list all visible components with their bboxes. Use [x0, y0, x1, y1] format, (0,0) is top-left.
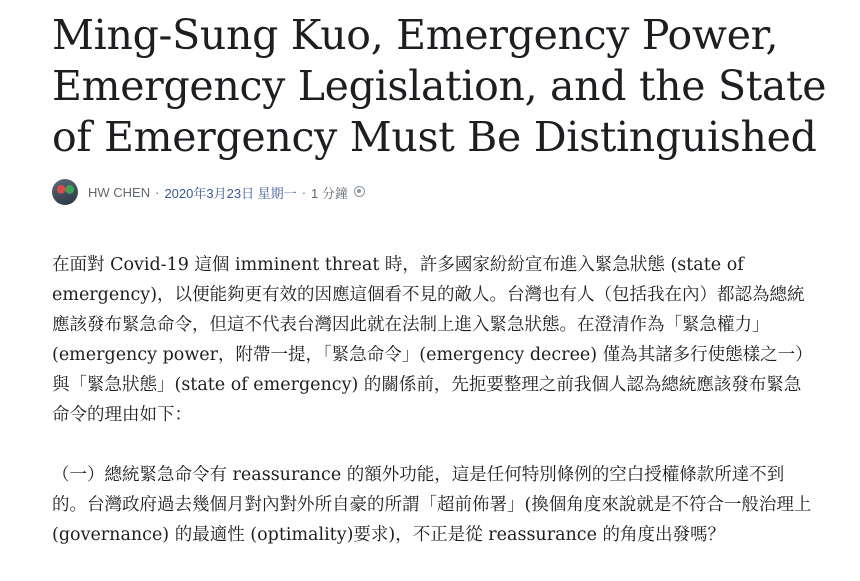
article-title: Ming-Sung Kuo, Emergency Power, Emergency Legislation, and the State of Emergency Must Be Distinguished — [52, 11, 827, 161]
publish-date[interactable]: 2020年3月23日 星期一 — [164, 185, 297, 201]
paragraph: 在面對 Covid-19 這個 imminent threat 時，許多國家紛紛宣布進入緊急狀態 (state of emergency)，以便能夠更有效的因應這個看不見的敵人。台灣也有人（包括我在內）都認為總統應該發布緊急命令，但這不代表台灣因此就在法制上進入緊急狀態。在澄清作為「緊急權力」(emergency power，附帶一提，「緊急命令」(emergency decree) 僅為其諸多行使態樣之一）與「緊急狀態」(state of emergency) 的關係前，先扼要整理之前我個人認為總統應該發布緊急命令的理由如下： — [52, 255, 813, 425]
read-time: 1 分鐘 — [311, 185, 348, 201]
globe-icon[interactable] — [354, 186, 365, 197]
paragraph: （一）總統緊急命令有 reassurance 的額外功能，這是任何特別條例的空白授權條款所達不到的。台灣政府過去幾個月對內對外所自豪的所謂「超前佈署」(換個角度來說就是不符合一般治理上 (governance) 的最適性 (optimality)要求)，不正是從 reassurance 的角度出發嗎？ — [52, 465, 812, 545]
byline-separator: · — [301, 184, 307, 200]
author-name[interactable]: HW CHEN — [88, 184, 151, 200]
byline — [52, 178, 365, 206]
byline-separator: · — [155, 184, 160, 200]
author-avatar[interactable] — [52, 179, 78, 205]
article-body — [52, 250, 816, 580]
